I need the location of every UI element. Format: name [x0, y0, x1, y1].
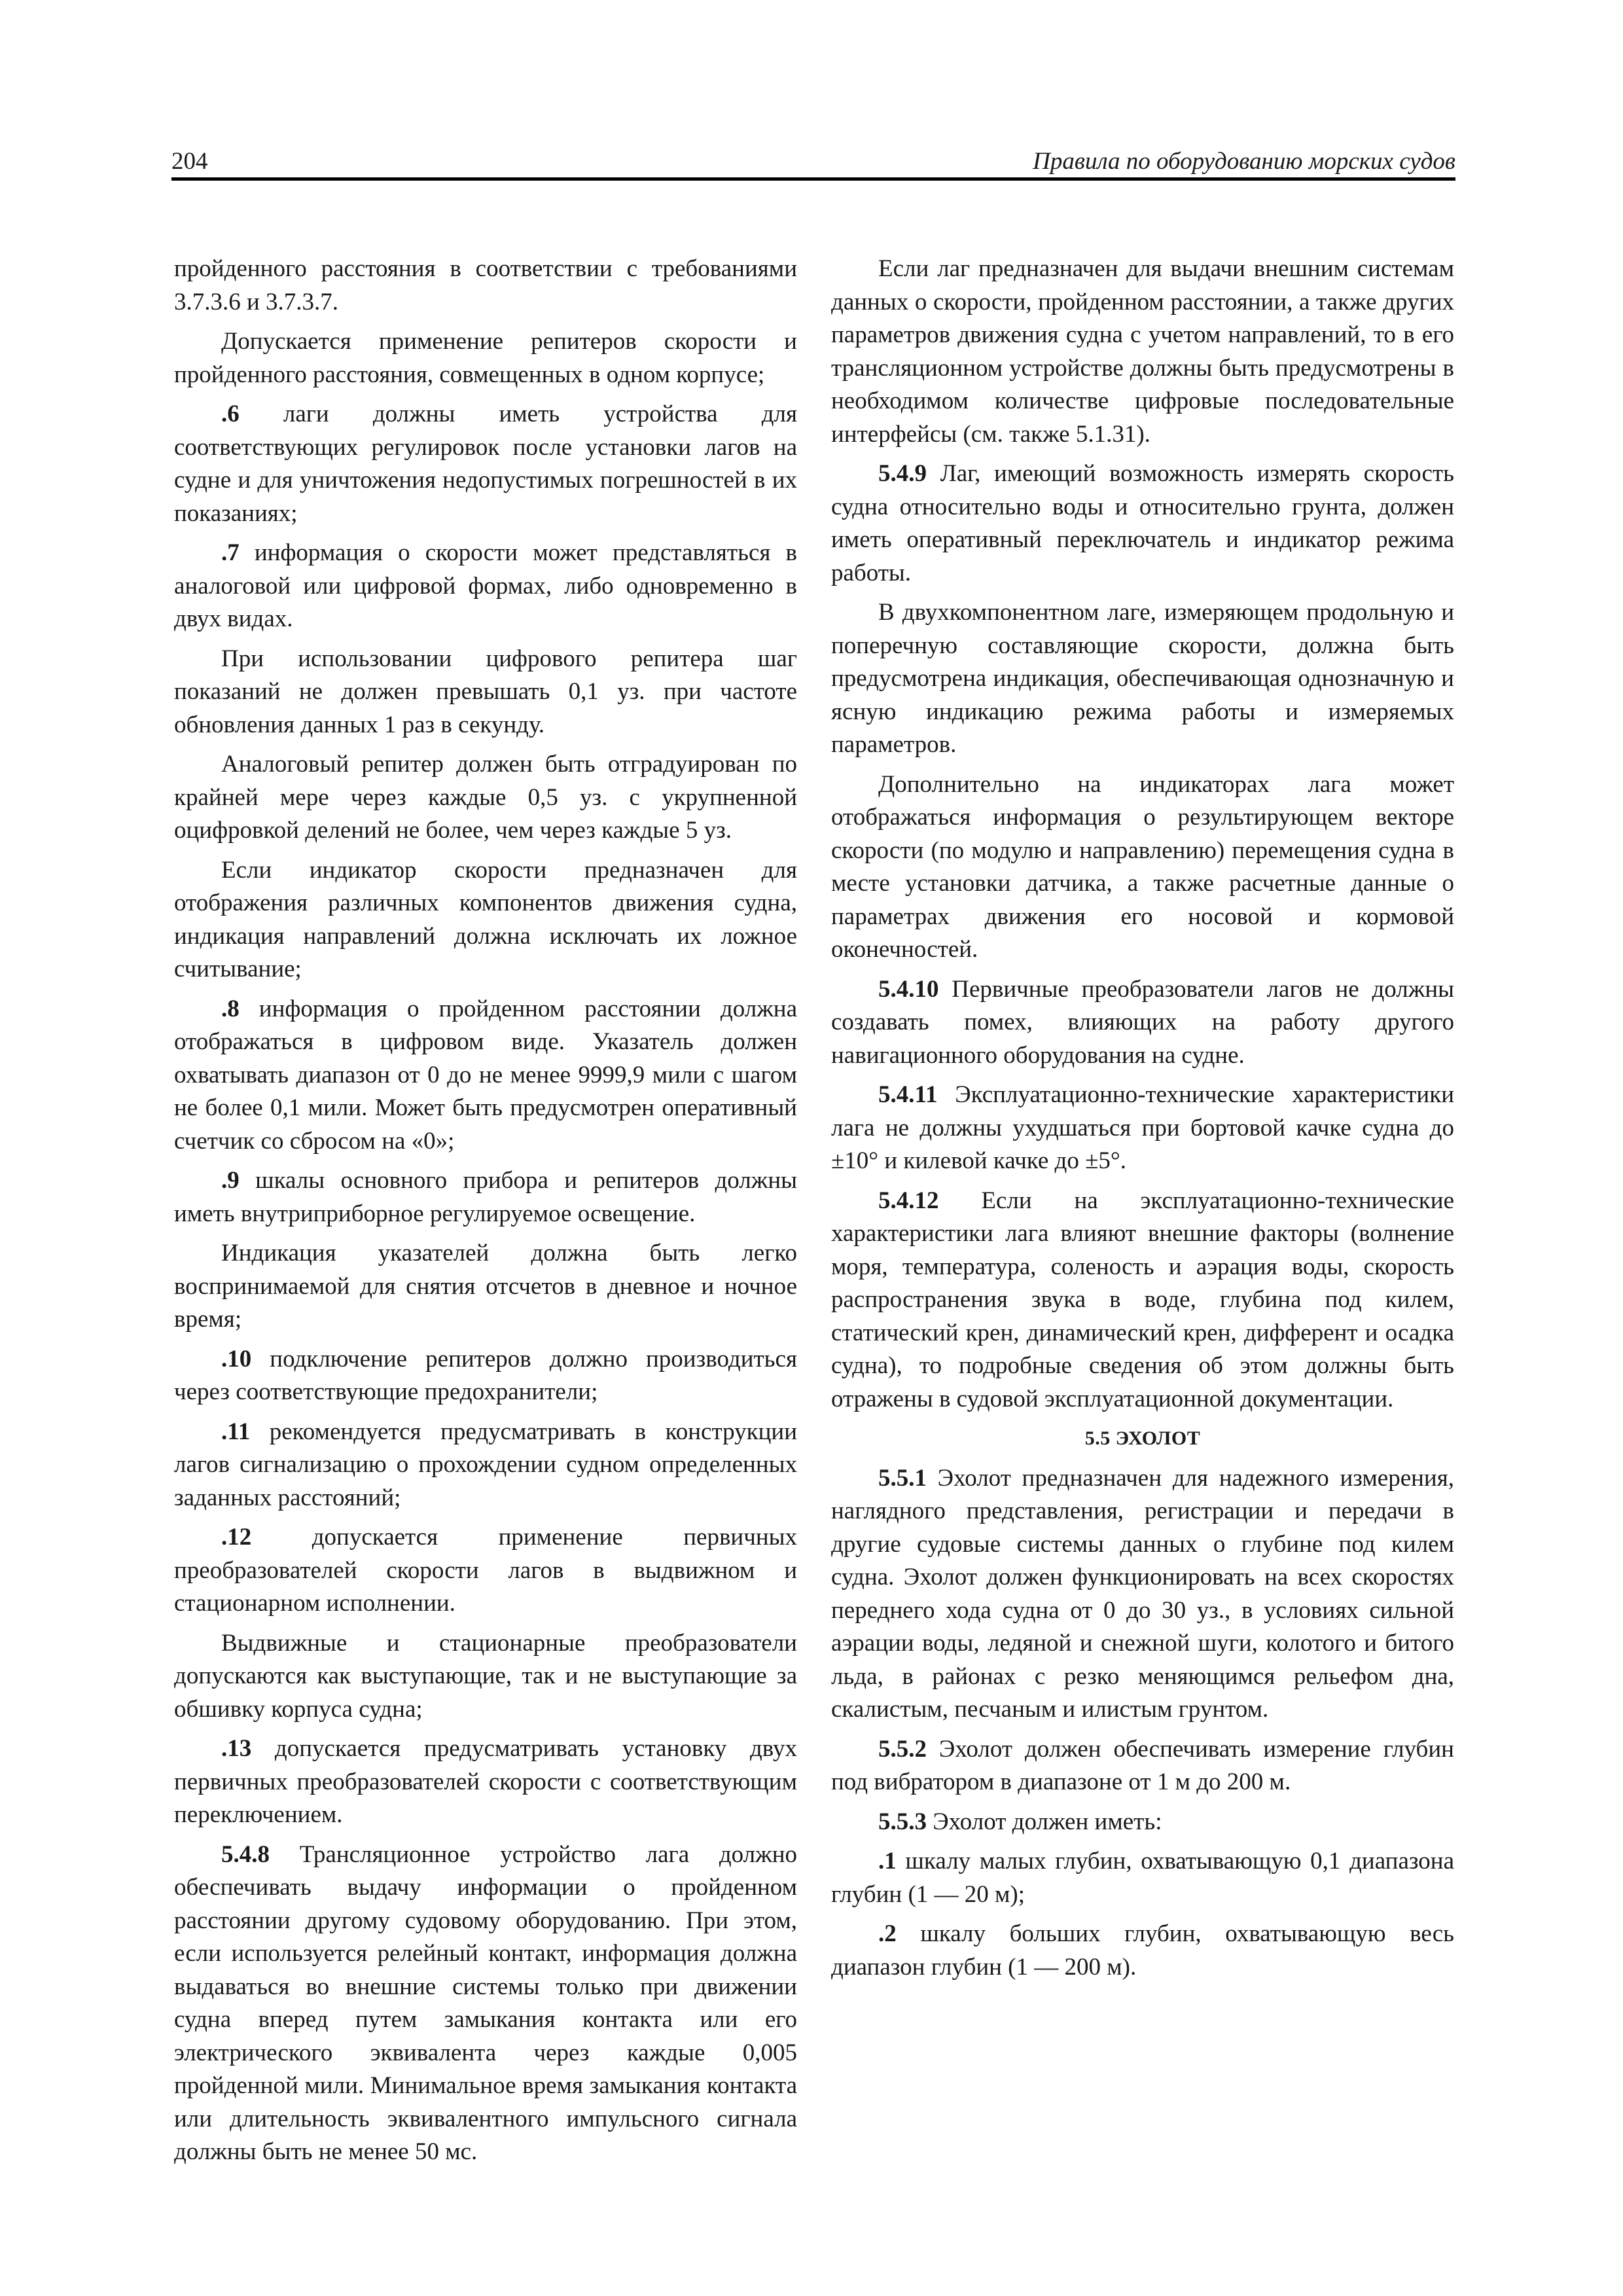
paragraph	[174, 1416, 797, 1515]
paragraph	[831, 1806, 1454, 1839]
paragraph	[831, 1733, 1454, 1799]
item-number: .13	[221, 1735, 252, 1762]
paragraph-text: пройденного расстояния в соответствии с требованиями 3.7.3.6 и 3.7.3.7.	[174, 255, 797, 315]
paragraph	[831, 457, 1454, 590]
right-column-body-continued	[831, 1462, 1454, 1984]
paragraph-text: рекомендуется предусматривать в конструкции лагов сигнализацию о прохождении судном определенных заданных расстояний;	[174, 1418, 797, 1511]
paragraph-text: Эхолот предназначен для надежного измерения, наглядного представления, регистрации и передачи в другие судовые системы данных о глубине под килем судна. Эхолот должен функционировать на всех скоростях переднего хода судна от 0 до 30 уз., в условиях сильной аэрации воды, ледяной и снежной шуги, колотого и битого льда, в районах с резко меняющимся рельефом дна, скалистым, песчаным и илистым грунтом.	[831, 1464, 1454, 1723]
paragraph	[831, 1462, 1454, 1727]
paragraph-text: Эхолот должен обеспечивать измерение глубин под вибратором в диапазоне от 1 м до 200 м.	[831, 1735, 1454, 1795]
paragraph-text: Если индикатор скорости предназначен для отображения различных компонентов движения судна, индикация направлений должна исключать их ложное считывание;	[174, 856, 797, 982]
paragraph-text: шкалу больших глубин, охватывающую весь диапазон глубин (1 — 200 м).	[831, 1920, 1454, 1981]
item-number: .6	[221, 401, 240, 427]
item-number: .2	[878, 1920, 897, 1947]
paragraph	[831, 1845, 1454, 1911]
paragraph-text: лаги должны иметь устройства для соответствующих регулировок после установки лагов на судне и для уничтожения недопустимых погрешностей в их показаниях;	[174, 401, 797, 527]
item-number: .9	[221, 1167, 240, 1194]
item-number: 5.4.11	[878, 1081, 938, 1108]
item-number: .7	[221, 539, 240, 566]
paragraph	[174, 993, 797, 1158]
item-number: .10	[221, 1345, 252, 1372]
left-column	[174, 253, 797, 2176]
paragraph-text: Допускается применение репитеров скорости и пройденного расстояния, совмещенных в одном корпусе;	[174, 328, 797, 388]
right-column	[831, 253, 1454, 1990]
item-number: .12	[221, 1524, 252, 1551]
paragraph-text: шкалу малых глубин, охватывающую 0,1 диапазона глубин (1 — 20 м);	[831, 1848, 1454, 1908]
item-number: .8	[221, 995, 240, 1022]
paragraph	[174, 1343, 797, 1409]
paragraph-text: шкалы основного прибора и репитеров должны иметь внутриприборное регулируемое освещение.	[174, 1167, 797, 1227]
item-number: 5.4.8	[221, 1840, 270, 1868]
item-number: 5.4.12	[878, 1187, 939, 1214]
running-title: Правила по оборудованию морских судов	[1033, 148, 1455, 175]
paragraph	[174, 537, 797, 636]
item-number: 5.5.3	[878, 1808, 927, 1835]
paragraph	[831, 1918, 1454, 1984]
paragraph-text: При использовании цифрового репитера шаг показаний не должен превышать 0,1 уз. при частоте обновления данных 1 раз в секунду.	[174, 645, 797, 738]
paragraph	[831, 596, 1454, 762]
paragraph	[174, 748, 797, 848]
paragraph	[174, 1732, 797, 1832]
header-rule	[171, 177, 1455, 181]
paragraph	[831, 253, 1454, 451]
paragraph-text: информация о скорости может представляться в аналоговой или цифровой формах, либо одновременно в двух видах.	[174, 539, 797, 632]
item-number: 5.4.9	[878, 460, 927, 487]
page-number: 204	[171, 148, 208, 175]
item-number: 5.4.10	[878, 975, 939, 1003]
paragraph-text: информация о пройденном расстоянии должна отображаться в цифровом виде. Указатель должен охватывать диапазон от 0 до не менее 9999,9 мили с шагом не более 0,1 мили. Может быть предусмотрен оперативный счетчик со сбросом на «0»;	[174, 995, 797, 1155]
paragraph	[831, 1185, 1454, 1416]
right-column-body	[831, 253, 1454, 1416]
paragraph	[174, 1237, 797, 1336]
paragraph	[174, 398, 797, 530]
item-number: 5.5.1	[878, 1464, 927, 1492]
paragraph-text: Лаг, имеющий возможность измерять скорость судна относительно воды и относительно грунта, должен иметь оперативный переключатель и индикатор режима работы.	[831, 460, 1454, 586]
paragraph-text: Индикация указателей должна быть легко воспринимаемой для снятия отсчетов в дневное и ночное время;	[174, 1240, 797, 1333]
paragraph-text: В двухкомпонентном лаге, измеряющем продольную и поперечную составляющие скорости, должна быть предусмотрена индикация, обеспечивающая однозначную и ясную индикацию режима работы и измеряемых параметров.	[831, 599, 1454, 758]
paragraph	[174, 325, 797, 391]
item-number: .1	[878, 1848, 897, 1874]
paragraph	[174, 253, 797, 319]
paragraph	[831, 1079, 1454, 1178]
paragraph-text: Эхолот должен иметь:	[927, 1808, 1162, 1835]
paragraph	[831, 973, 1454, 1073]
paragraph-text: Первичные преобразователи лагов не должны создавать помех, влияющих на работу другого навигационного оборудования на судне.	[831, 975, 1454, 1069]
paragraph	[174, 1521, 797, 1621]
paragraph-text: допускается применение первичных преобразователей скорости лагов в выдвижном и стационарном исполнении.	[174, 1524, 797, 1617]
paragraph	[174, 854, 797, 986]
paragraph-text: допускается предусматривать установку двух первичных преобразователей скорости с соответствующим переключением.	[174, 1735, 797, 1828]
item-number: 5.5.2	[878, 1735, 927, 1763]
paragraph-text: Если на эксплуатационно-технические характеристики лага влияют внешние факторы (волнение моря, температура, соленость и аэрация воды, скорость распространения звука в воде, глубина под килем, статический крен, динамический крен, дифферент и осадка судна), то подробные сведения об этом должны быть отражены в судовой эксплуатационной документации.	[831, 1187, 1454, 1412]
paragraph	[174, 1164, 797, 1230]
paragraph	[174, 1627, 797, 1727]
section-heading: 5.5 ЭХОЛОТ	[1084, 1427, 1201, 1449]
item-number: .11	[221, 1418, 251, 1445]
page-header	[171, 143, 1455, 181]
paragraph	[831, 768, 1454, 967]
paragraph	[174, 643, 797, 742]
paragraph-text: Дополнительно на индикаторах лага может отображаться информация о результирующем векторе скорости (по модулю и направлению) перемещения судна в месте установки датчика, а также расчетные данные о параметрах движения его носовой и кормовой оконечностей.	[831, 770, 1454, 963]
paragraph	[174, 1839, 797, 2169]
paragraph-text: Аналоговый репитер должен быть отградуирован по крайней мере через каждые 0,5 уз. с укрупненной оцифровкой делений не более, чем через каждые 5 уз.	[174, 751, 797, 844]
paragraph-text: подключение репитеров должно производиться через соответствующие предохранители;	[174, 1345, 797, 1405]
paragraph-text: Эксплуатационно-технические характеристики лага не должны ухудшаться при бортовой качке судна до ±10° и килевой качке до ±5°.	[831, 1081, 1454, 1174]
paragraph-text: Трансляционное устройство лага должно обеспечивать выдачу информации о пройденном расстоянии другому судовому оборудованию. При этом, если используется релейный контакт, информация должна выдаваться во внешние системы только при движении судна вперед путем замыкания контакта или его электрического эквивалента через каждые 0,005 пройденной мили. Минимальное время замыкания контакта или длительность эквивалентного импульсного сигнала должны быть не менее 50 мс.	[174, 1840, 797, 2165]
paragraph-text: Если лаг предназначен для выдачи внешним системам данных о скорости, пройденном расстоянии, а также других параметров движения судна с учетом направлений, то в его трансляционном устройстве должны быть предусмотрены в необходимом количестве цифровые последовательные интерфейсы (см. также 5.1.31).	[831, 255, 1454, 448]
paragraph-text: Выдвижные и стационарные преобразователи допускаются как выступающие, так и не выступающие за обшивку корпуса судна;	[174, 1629, 797, 1723]
